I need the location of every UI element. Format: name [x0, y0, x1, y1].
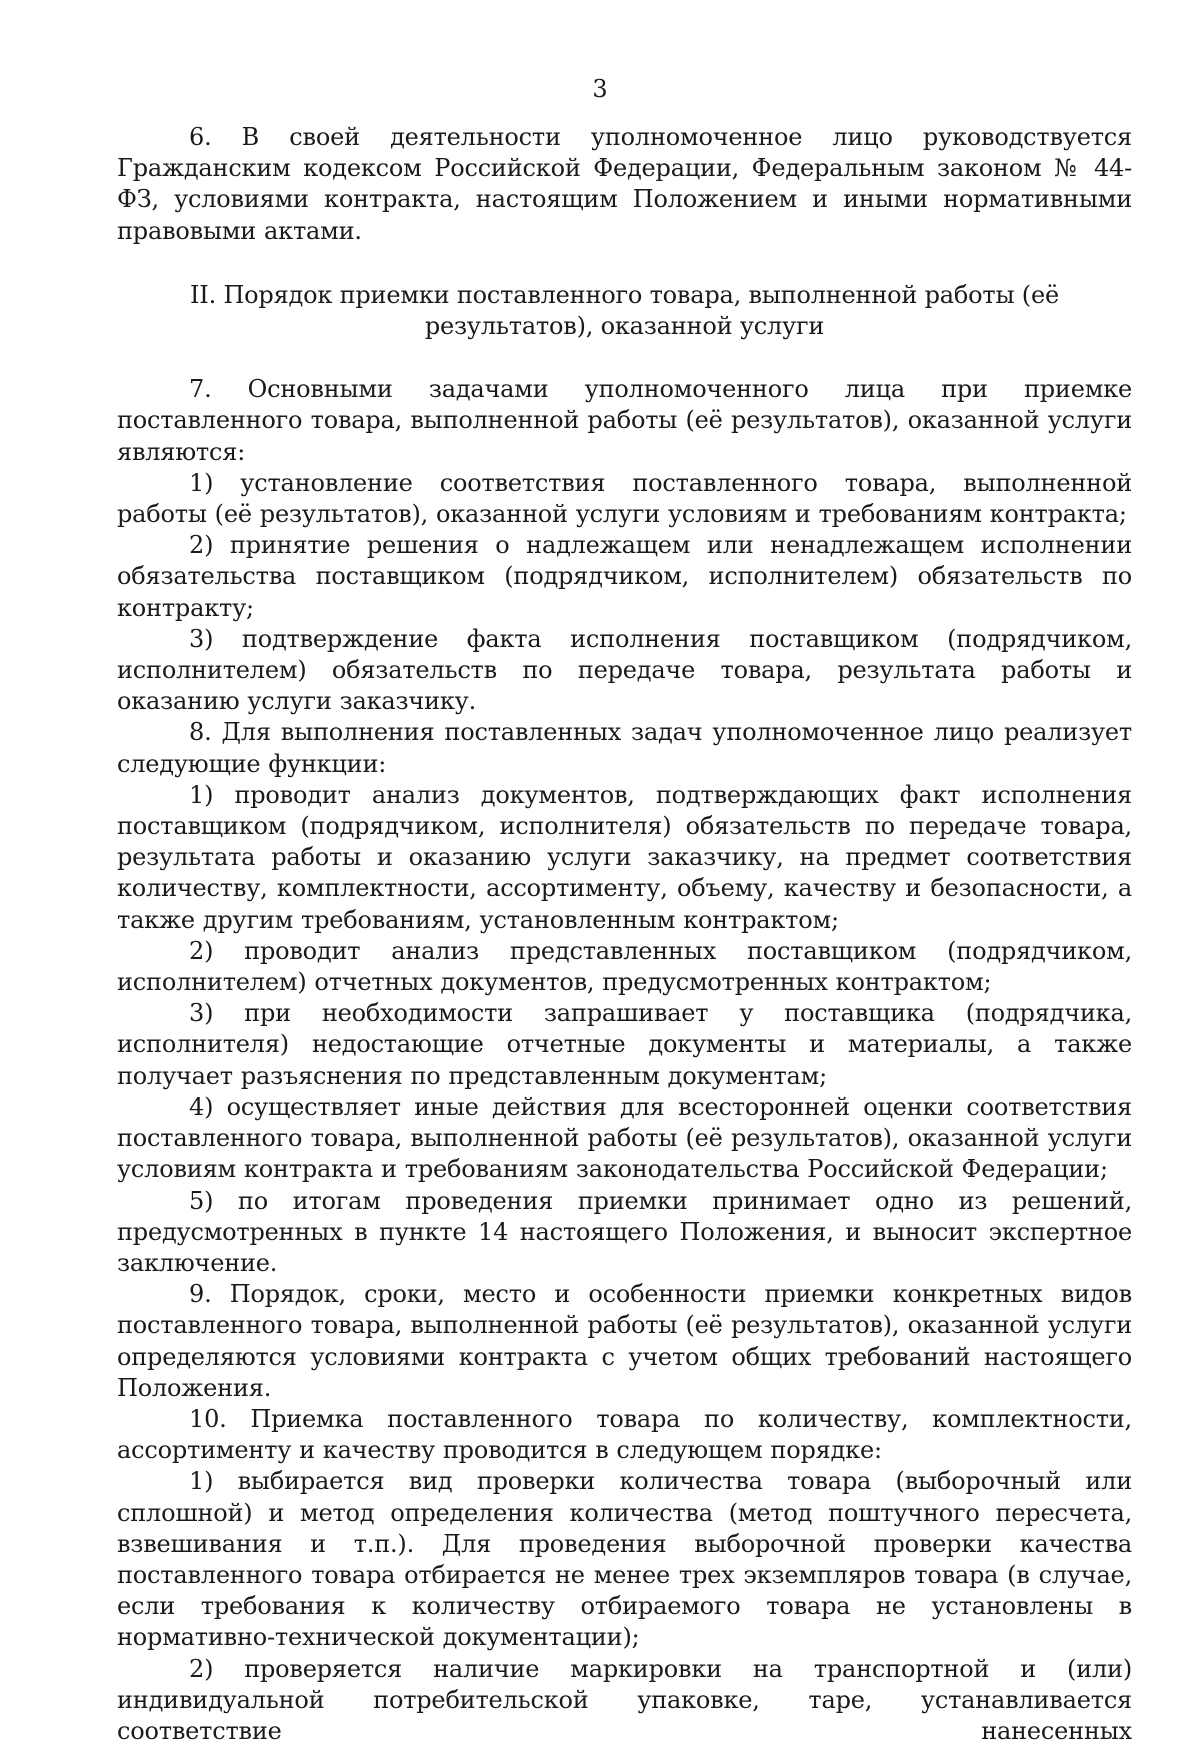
paragraph-8-item-2: 2) проводит анализ представленных поставщиком (подрядчиком, исполнителем) отчетных документов, предусмотренных контрактом;: [117, 936, 1132, 997]
paragraph-8: 8. Для выполнения поставленных задач уполномоченное лицо реализует следующие функции:: [117, 718, 1132, 778]
paragraph-6: 6. В своей деятельности уполномоченное лицо руководствуется Гражданским кодексом Российской Федерации, Федеральным законом № 44-ФЗ, условиями контракта, настоящим Положением и иными нормативными правовыми актами.: [117, 123, 1132, 245]
paragraph-8-item-4: 4) осуществляет иные действия для всесторонней оценки соответствия поставленного товара, выполненной работы (её результатов), оказанной услуги условиям контракта и требованиям законодательства Российской Федерации;: [117, 1092, 1132, 1184]
paragraph-7-item-3: 3) подтверждение факта исполнения поставщиком (подрядчиком, исполнителем) обязательств по передаче товара, результата работы и оказанию услуги заказчику.: [117, 624, 1132, 716]
document-body: [117, 122, 1132, 1747]
paragraph-7-item-1: 1) установление соответствия поставленного товара, выполненной работы (её результатов), оказанной услуги условиям и требованиям контракта;: [117, 468, 1132, 529]
paragraph-9: 9. Порядок, сроки, место и особенности приемки конкретных видов поставленного товара, выполненной работы (её результатов), оказанной услуги определяются условиями контракта с учетом общих требований настоящего Положения.: [117, 1280, 1132, 1402]
section-heading: II. Порядок приемки поставленного товара, выполненной работы (её результатов), оказанной услуги: [190, 280, 1059, 341]
paragraph-8-item-3: 3) при необходимости запрашивает у поставщика (подрядчика, исполнителя) недостающие отчетные документы и материалы, а также получает разъяснения по представленным документам;: [117, 999, 1132, 1090]
page-number: 3: [592, 75, 608, 103]
paragraph-10-item-1: 1) выбирается вид проверки количества товара (выборочный или сплошной) и метод определения количества (метод поштучного пересчета, взвешивания и т.п.). Для проведения выборочной проверки качества поставленного товара отбирается не менее трех экземпляров товара (в случае, если требования к количеству отбираемого товара не установлены в нормативно-технической документации);: [117, 1467, 1132, 1652]
paragraph-7: 7. Основными задачами уполномоченного лица при приемке поставленного товара, выполненной работы (её результатов), оказанной услуги являются:: [117, 375, 1132, 466]
paragraph-10: 10. Приемка поставленного товара по количеству, комплектности, ассортименту и качеству проводится в следующем порядке:: [117, 1404, 1132, 1465]
paragraph-8-item-5: 5) по итогам проведения приемки принимает одно из решений, предусмотренных в пункте 14 настоящего Положения, и выносит экспертное заключение.: [117, 1186, 1132, 1277]
paragraph-8-item-1: 1) проводит анализ документов, подтверждающих факт исполнения поставщиком (подрядчиком, исполнителя) обязательств по передаче товара, результата работы и оказанию услуги заказчику, на предмет соответствия количеству, комплектности, ассортименту, объему, качеству и безопасности, а также другим требованиям, установленным контрактом;: [117, 780, 1132, 934]
paragraph-7-item-2: 2) принятие решения о надлежащем или ненадлежащем исполнении обязательства поставщиком (подрядчиком, исполнителем) обязательств по контракту;: [117, 531, 1132, 622]
paragraph-10-item-2: 2) проверяется наличие маркировки на транспортной и (или) индивидуальной потребительской упаковке, таре, устанавливается соответствие нанесенных: [117, 1654, 1132, 1745]
